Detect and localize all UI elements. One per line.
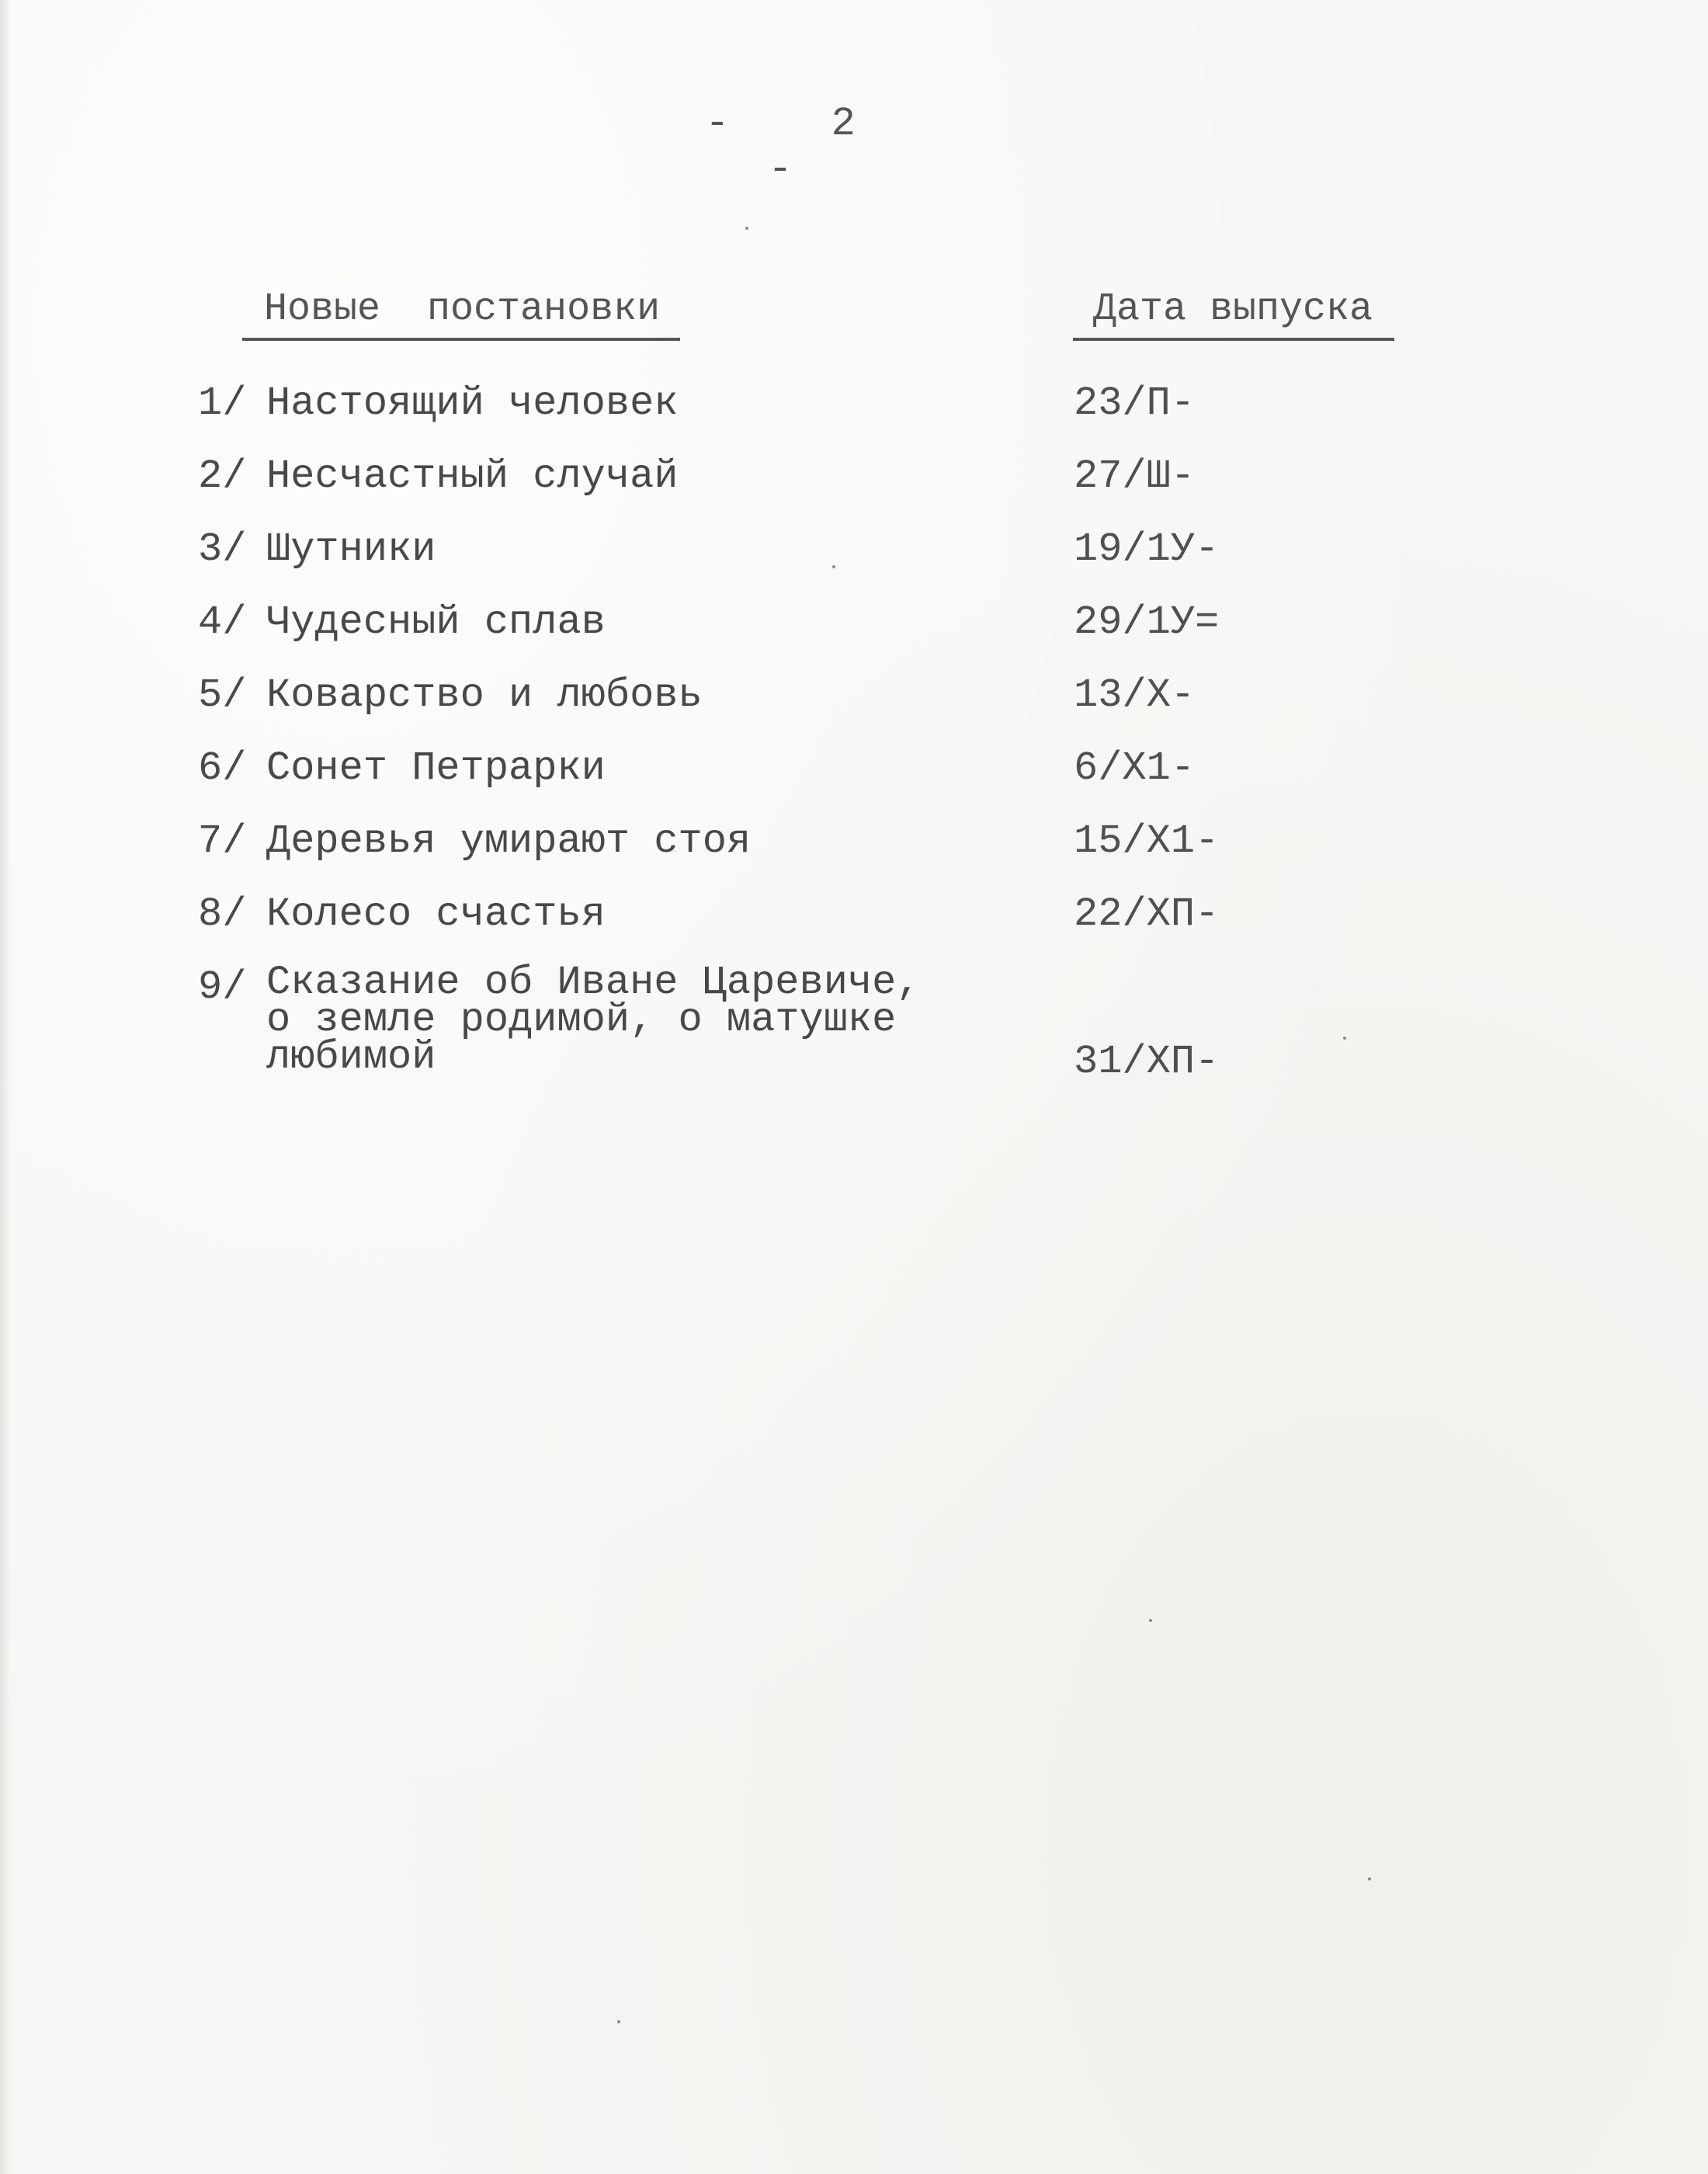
column-header-productions: Новые постановки [242,287,680,341]
entry-title: Настоящий человек [266,380,679,426]
entry-title: Деревья умирают стоя [266,818,752,864]
list-item [198,380,1518,453]
paper-speck [617,2020,620,2023]
entry-date: 23/П- [1074,380,1196,426]
list-item [198,745,1518,818]
entry-number: 2/ [198,453,247,499]
list-item [198,453,1518,526]
entry-number: 8/ [198,891,247,937]
entry-date: 27/Ш- [1074,453,1196,499]
entry-date: 15/Х1- [1074,818,1220,864]
entry-date: 13/Х- [1074,672,1196,718]
paper-edge-shadow [0,0,11,2174]
paper-speck [1368,1877,1371,1881]
column-header-release-date: Дата выпуска [1073,287,1394,341]
entry-title: Чудесный сплав [266,599,606,645]
productions-list [198,380,1518,1120]
entry-number: 7/ [198,818,247,864]
entry-title: Сонет Петрарки [266,745,606,791]
list-item [198,891,1518,964]
entry-number: 5/ [198,672,247,718]
paper-speck [1149,1619,1152,1622]
entry-date: 29/1У= [1074,599,1220,645]
entry-title: Шутники [266,526,436,572]
list-item [198,672,1518,745]
page-number: - 2 - [705,101,894,193]
list-item [198,526,1518,599]
entry-title: Коварство и любовь [266,672,703,718]
list-item [198,960,1518,1120]
list-item [198,599,1518,672]
entry-title: Сказание об Иване Царевиче, о земле родимой, о матушке любимой [266,960,921,1080]
entry-date: 19/1У- [1074,526,1220,572]
paper-speck [1343,1037,1346,1040]
list-item [198,818,1518,891]
entry-date: 31/ХП- [1074,1039,1220,1085]
entry-date: 6/Х1- [1074,745,1196,791]
entry-date: 22/ХП- [1074,891,1220,937]
entry-number: 1/ [198,380,247,426]
paper-speck [832,565,835,568]
entry-title: Несчастный случай [266,453,679,499]
entry-number: 9/ [198,964,247,1010]
entry-number: 6/ [198,745,247,791]
entry-number: 3/ [198,526,247,572]
paper-speck [745,227,748,230]
entry-title: Колесо счастья [266,891,606,937]
entry-number: 4/ [198,599,247,645]
